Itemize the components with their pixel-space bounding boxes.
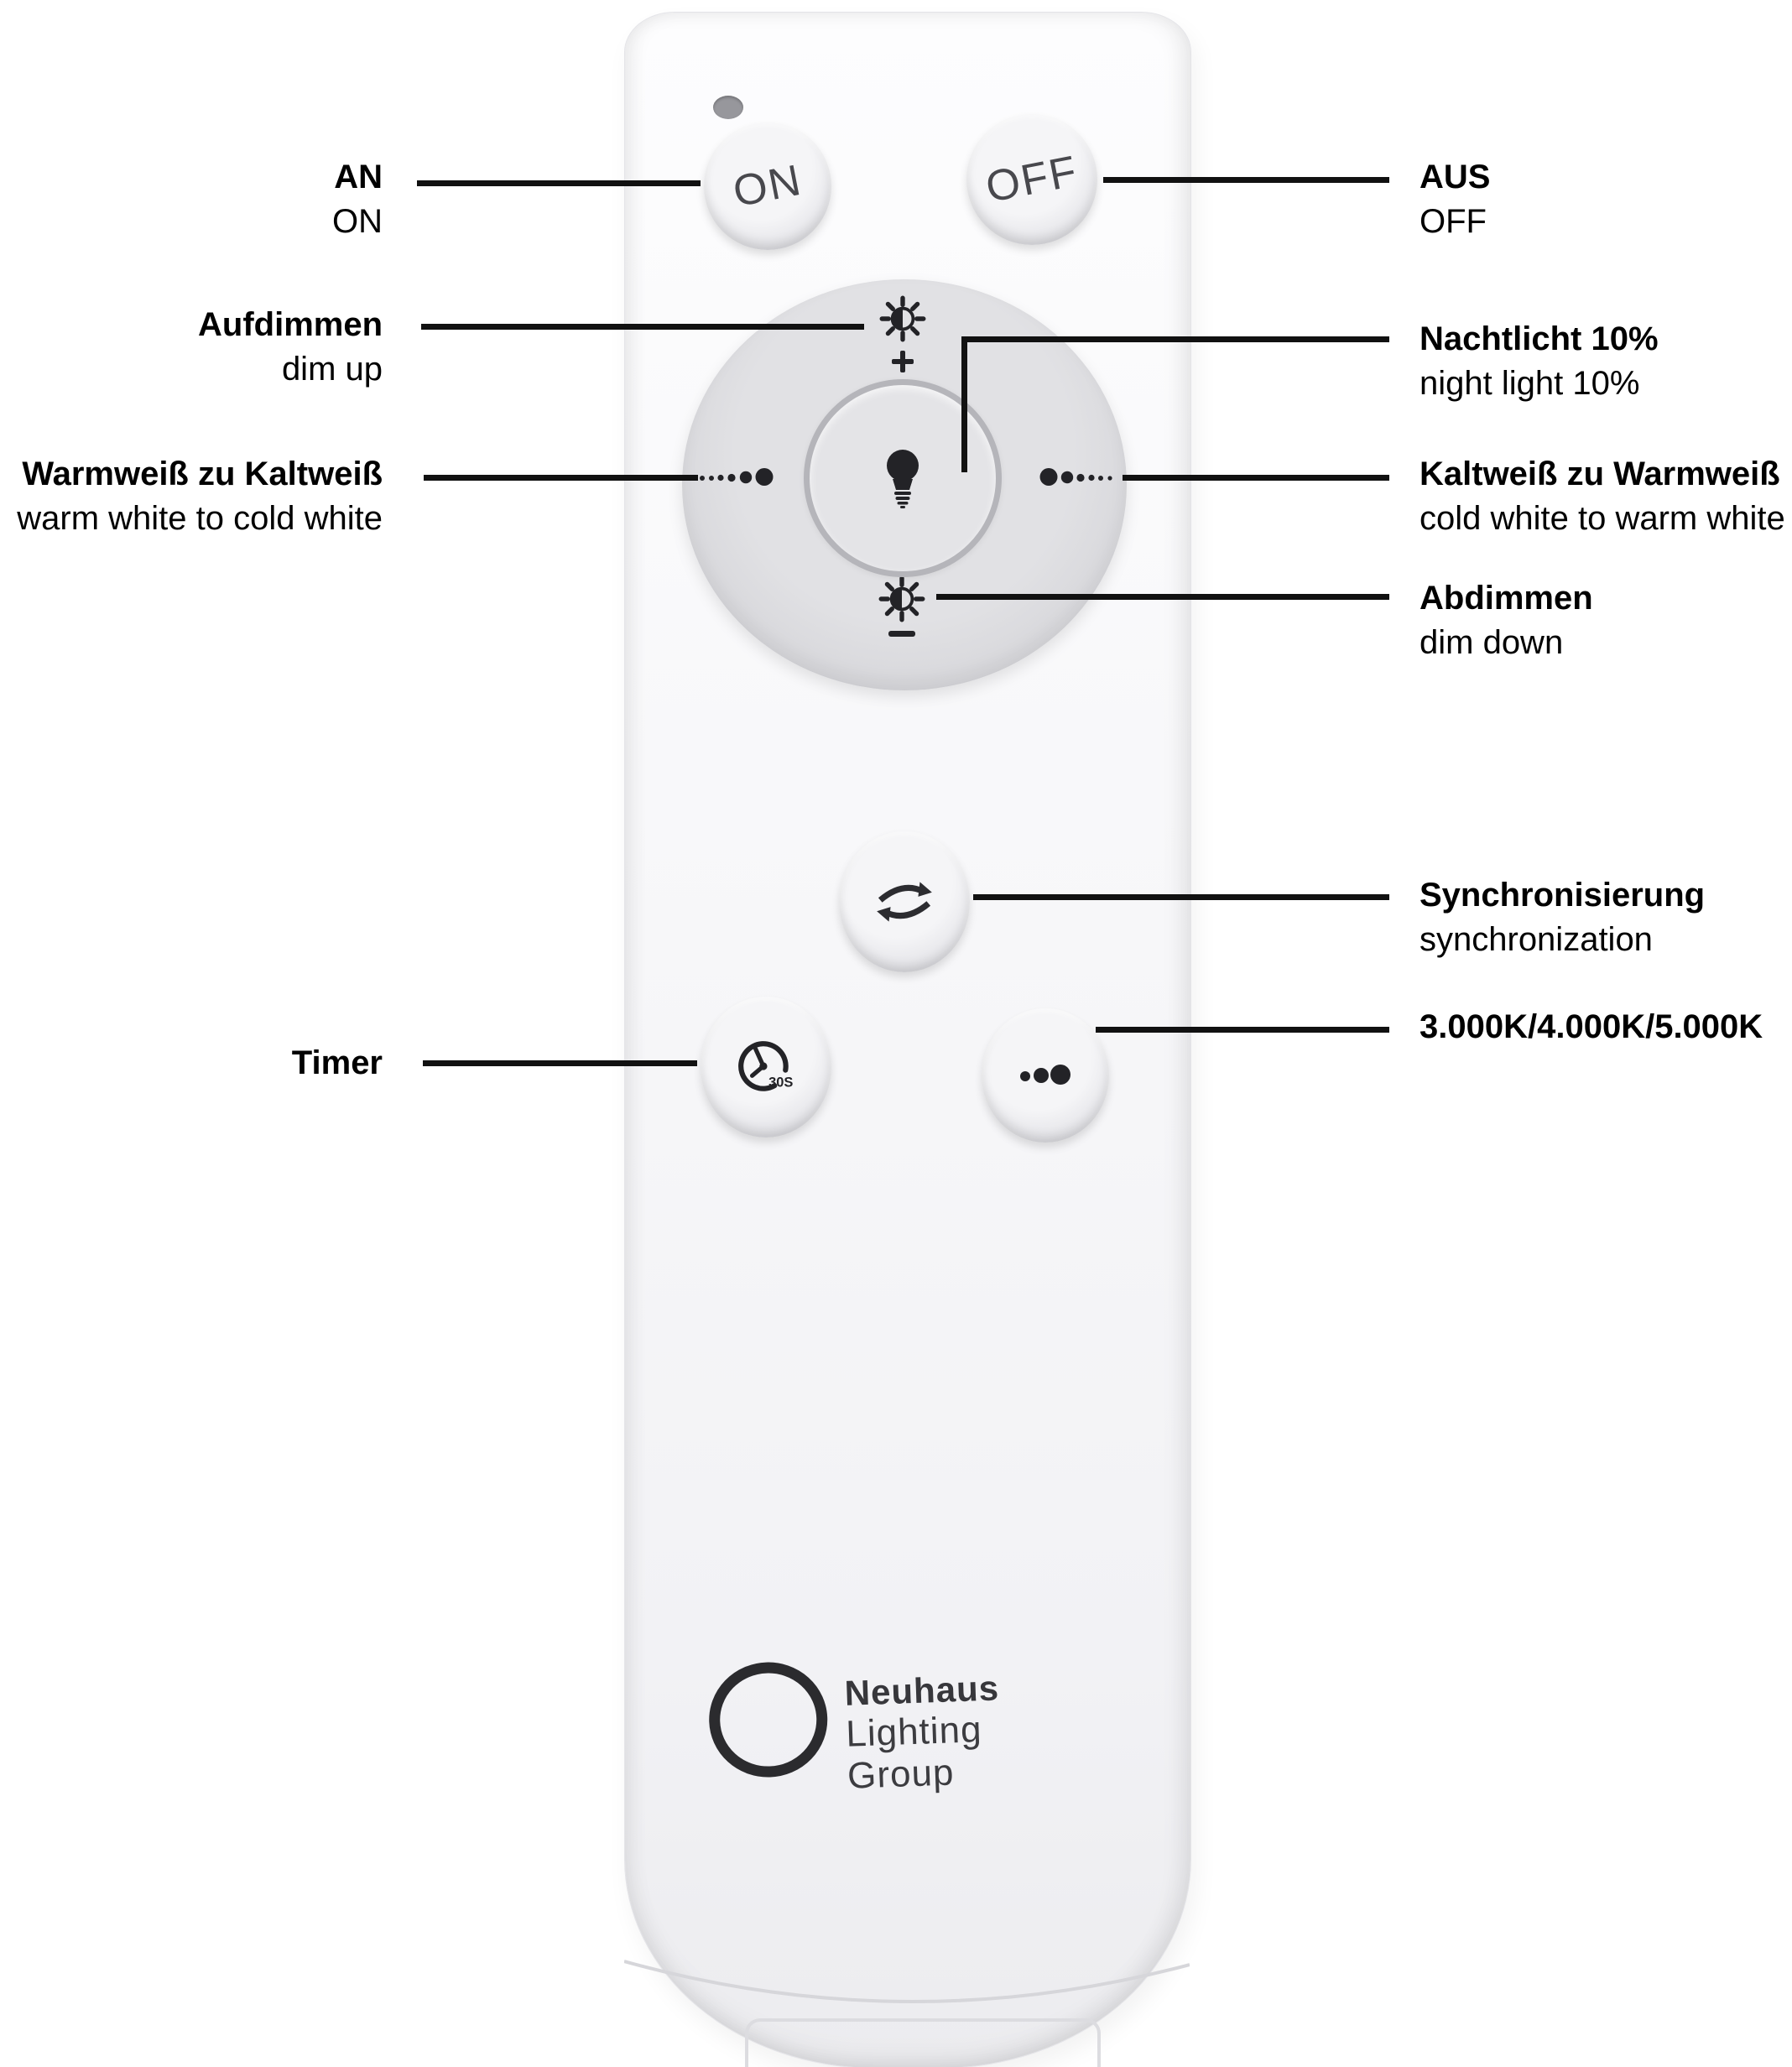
on-button-label: ON — [729, 155, 806, 217]
label-an — [332, 155, 383, 244]
label-nachtlicht-en: night light 10% — [1420, 365, 1640, 402]
brand-logo — [702, 1650, 1076, 1797]
label-abdimmen-de: Abdimmen — [1420, 580, 1593, 617]
label-warmweiss — [17, 452, 383, 541]
line-nachtlicht-h — [965, 336, 1389, 342]
cycle-arrows-icon — [872, 877, 937, 926]
on-button[interactable] — [704, 122, 831, 250]
clock-30s-icon — [736, 1037, 796, 1097]
label-timer — [292, 1041, 383, 1086]
line-timer — [423, 1060, 697, 1066]
label-synchronisierung-de: Synchronisierung — [1420, 877, 1706, 914]
label-aufdimmen-de: Aufdimmen — [198, 306, 383, 343]
label-aufdimmen-en: dim up — [281, 351, 383, 388]
label-kaltweiss-en: cold white to warm white — [1420, 500, 1785, 537]
label-nachtlicht-de: Nachtlicht 10% — [1420, 320, 1659, 357]
logo-ring-icon — [702, 1658, 834, 1788]
label-warmweiss-de: Warmweiß zu Kaltweiß — [22, 456, 383, 492]
line-warmweiss — [424, 475, 698, 481]
line-synchronisierung — [973, 894, 1389, 900]
timer-button[interactable] — [701, 997, 831, 1138]
label-abdimmen — [1420, 576, 1593, 665]
line-aufdimmen — [421, 324, 864, 330]
off-button[interactable] — [966, 114, 1097, 245]
dial-warm-to-cold-button[interactable] — [698, 466, 775, 492]
label-aufdimmen — [198, 303, 383, 392]
label-aus — [1420, 155, 1490, 244]
sync-button[interactable] — [839, 831, 970, 972]
label-an-de: AN — [334, 159, 383, 195]
label-kaltweiss-de: Kaltweiß zu Warmweiß — [1420, 456, 1780, 492]
line-an — [417, 180, 701, 186]
plus-icon — [890, 349, 915, 374]
night-light-button[interactable] — [804, 379, 1002, 577]
label-timer-de: Timer — [291, 1044, 383, 1081]
label-kaltweiss — [1420, 452, 1785, 541]
dial-cold-to-warm-button[interactable] — [1039, 466, 1116, 492]
sun-plus-icon — [879, 295, 926, 342]
label-kelvin — [1420, 1005, 1763, 1049]
dots-shrinking-icon — [1039, 466, 1116, 488]
dial-dim-down-button[interactable] — [878, 575, 925, 637]
label-abdimmen-en: dim down — [1420, 624, 1564, 661]
label-kelvin-de: 3.000K/4.000K/5.000K — [1420, 1008, 1763, 1045]
brand-name: Neuhaus — [843, 1668, 1000, 1713]
label-aus-en: OFF — [1420, 203, 1487, 240]
label-warmweiss-en: warm white to cold white — [17, 500, 383, 537]
off-button-label: OFF — [982, 147, 1082, 212]
bulb-icon — [876, 445, 930, 511]
minus-icon — [888, 631, 915, 637]
line-nachtlicht-v — [961, 336, 967, 472]
brand-subtitle: Lighting Group — [845, 1709, 983, 1797]
dial-dim-up-button[interactable] — [879, 295, 926, 374]
label-nachtlicht — [1420, 317, 1659, 406]
dots-growing-icon — [698, 466, 775, 488]
three-dots-icon — [1018, 1063, 1072, 1088]
label-synchronisierung — [1420, 873, 1705, 962]
line-kaltweiss — [1123, 475, 1389, 481]
line-abdimmen — [936, 594, 1389, 600]
ir-led — [713, 96, 743, 119]
line-aus — [1103, 177, 1389, 183]
kelvin-button[interactable] — [982, 1008, 1109, 1143]
line-kelvin — [1096, 1027, 1389, 1033]
timer-badge: 30S — [768, 1075, 794, 1091]
label-aus-de: AUS — [1420, 159, 1491, 195]
sun-minus-icon — [878, 575, 925, 622]
label-synchronisierung-en: synchronization — [1420, 921, 1653, 958]
label-an-en: ON — [332, 203, 383, 240]
